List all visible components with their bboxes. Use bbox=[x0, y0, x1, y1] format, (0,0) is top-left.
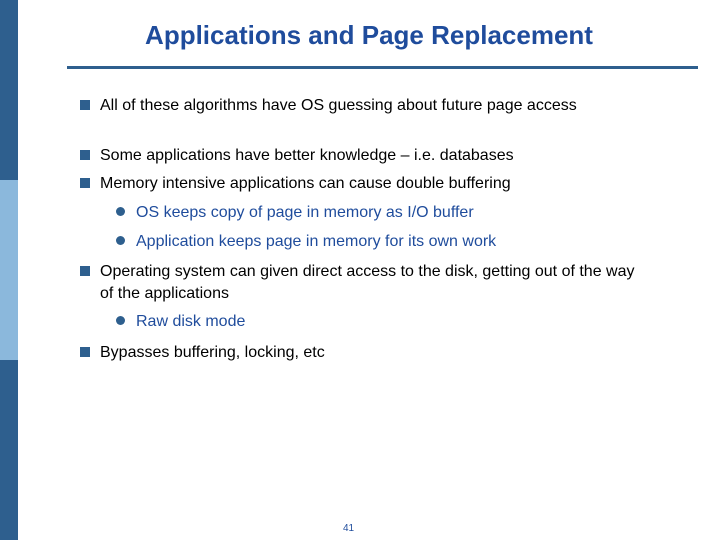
square-bullet-icon bbox=[80, 178, 90, 188]
page-number: 41 bbox=[343, 523, 355, 534]
sub-bullet-text: OS keeps copy of page in memory as I/O buffer bbox=[136, 204, 474, 221]
round-bullet-icon bbox=[116, 316, 125, 325]
raw-disk-suffix: mode bbox=[200, 313, 246, 330]
sidebar-segment-middle bbox=[0, 180, 18, 360]
raw-disk-term: Raw disk bbox=[136, 313, 201, 330]
square-bullet-icon bbox=[80, 266, 90, 276]
bullet-text: Some applications have better knowledge – i.e. databases bbox=[100, 147, 514, 164]
bullet-text: Operating system can given direct access to the disk, getting out of the way of the applications bbox=[100, 263, 635, 302]
bullet-text: All of these algorithms have OS guessing about future page access bbox=[100, 97, 577, 114]
square-bullet-icon bbox=[80, 100, 90, 110]
title-divider bbox=[67, 66, 698, 69]
bullet-text: Memory intensive applications can cause double buffering bbox=[100, 175, 511, 192]
sidebar-decoration bbox=[0, 0, 18, 540]
sidebar-segment-top bbox=[0, 0, 18, 180]
sub-bullet-text bbox=[136, 311, 245, 333]
bullet-text: Bypasses buffering, locking, etc bbox=[100, 344, 325, 361]
sub-bullet-text: Application keeps page in memory for its own work bbox=[136, 233, 497, 250]
square-bullet-icon bbox=[80, 347, 90, 357]
round-bullet-icon bbox=[116, 207, 125, 216]
slide-title: Applications and Page Replacement bbox=[145, 20, 593, 50]
square-bullet-icon bbox=[80, 150, 90, 160]
round-bullet-icon bbox=[116, 236, 125, 245]
sidebar-segment-bottom bbox=[0, 360, 18, 540]
